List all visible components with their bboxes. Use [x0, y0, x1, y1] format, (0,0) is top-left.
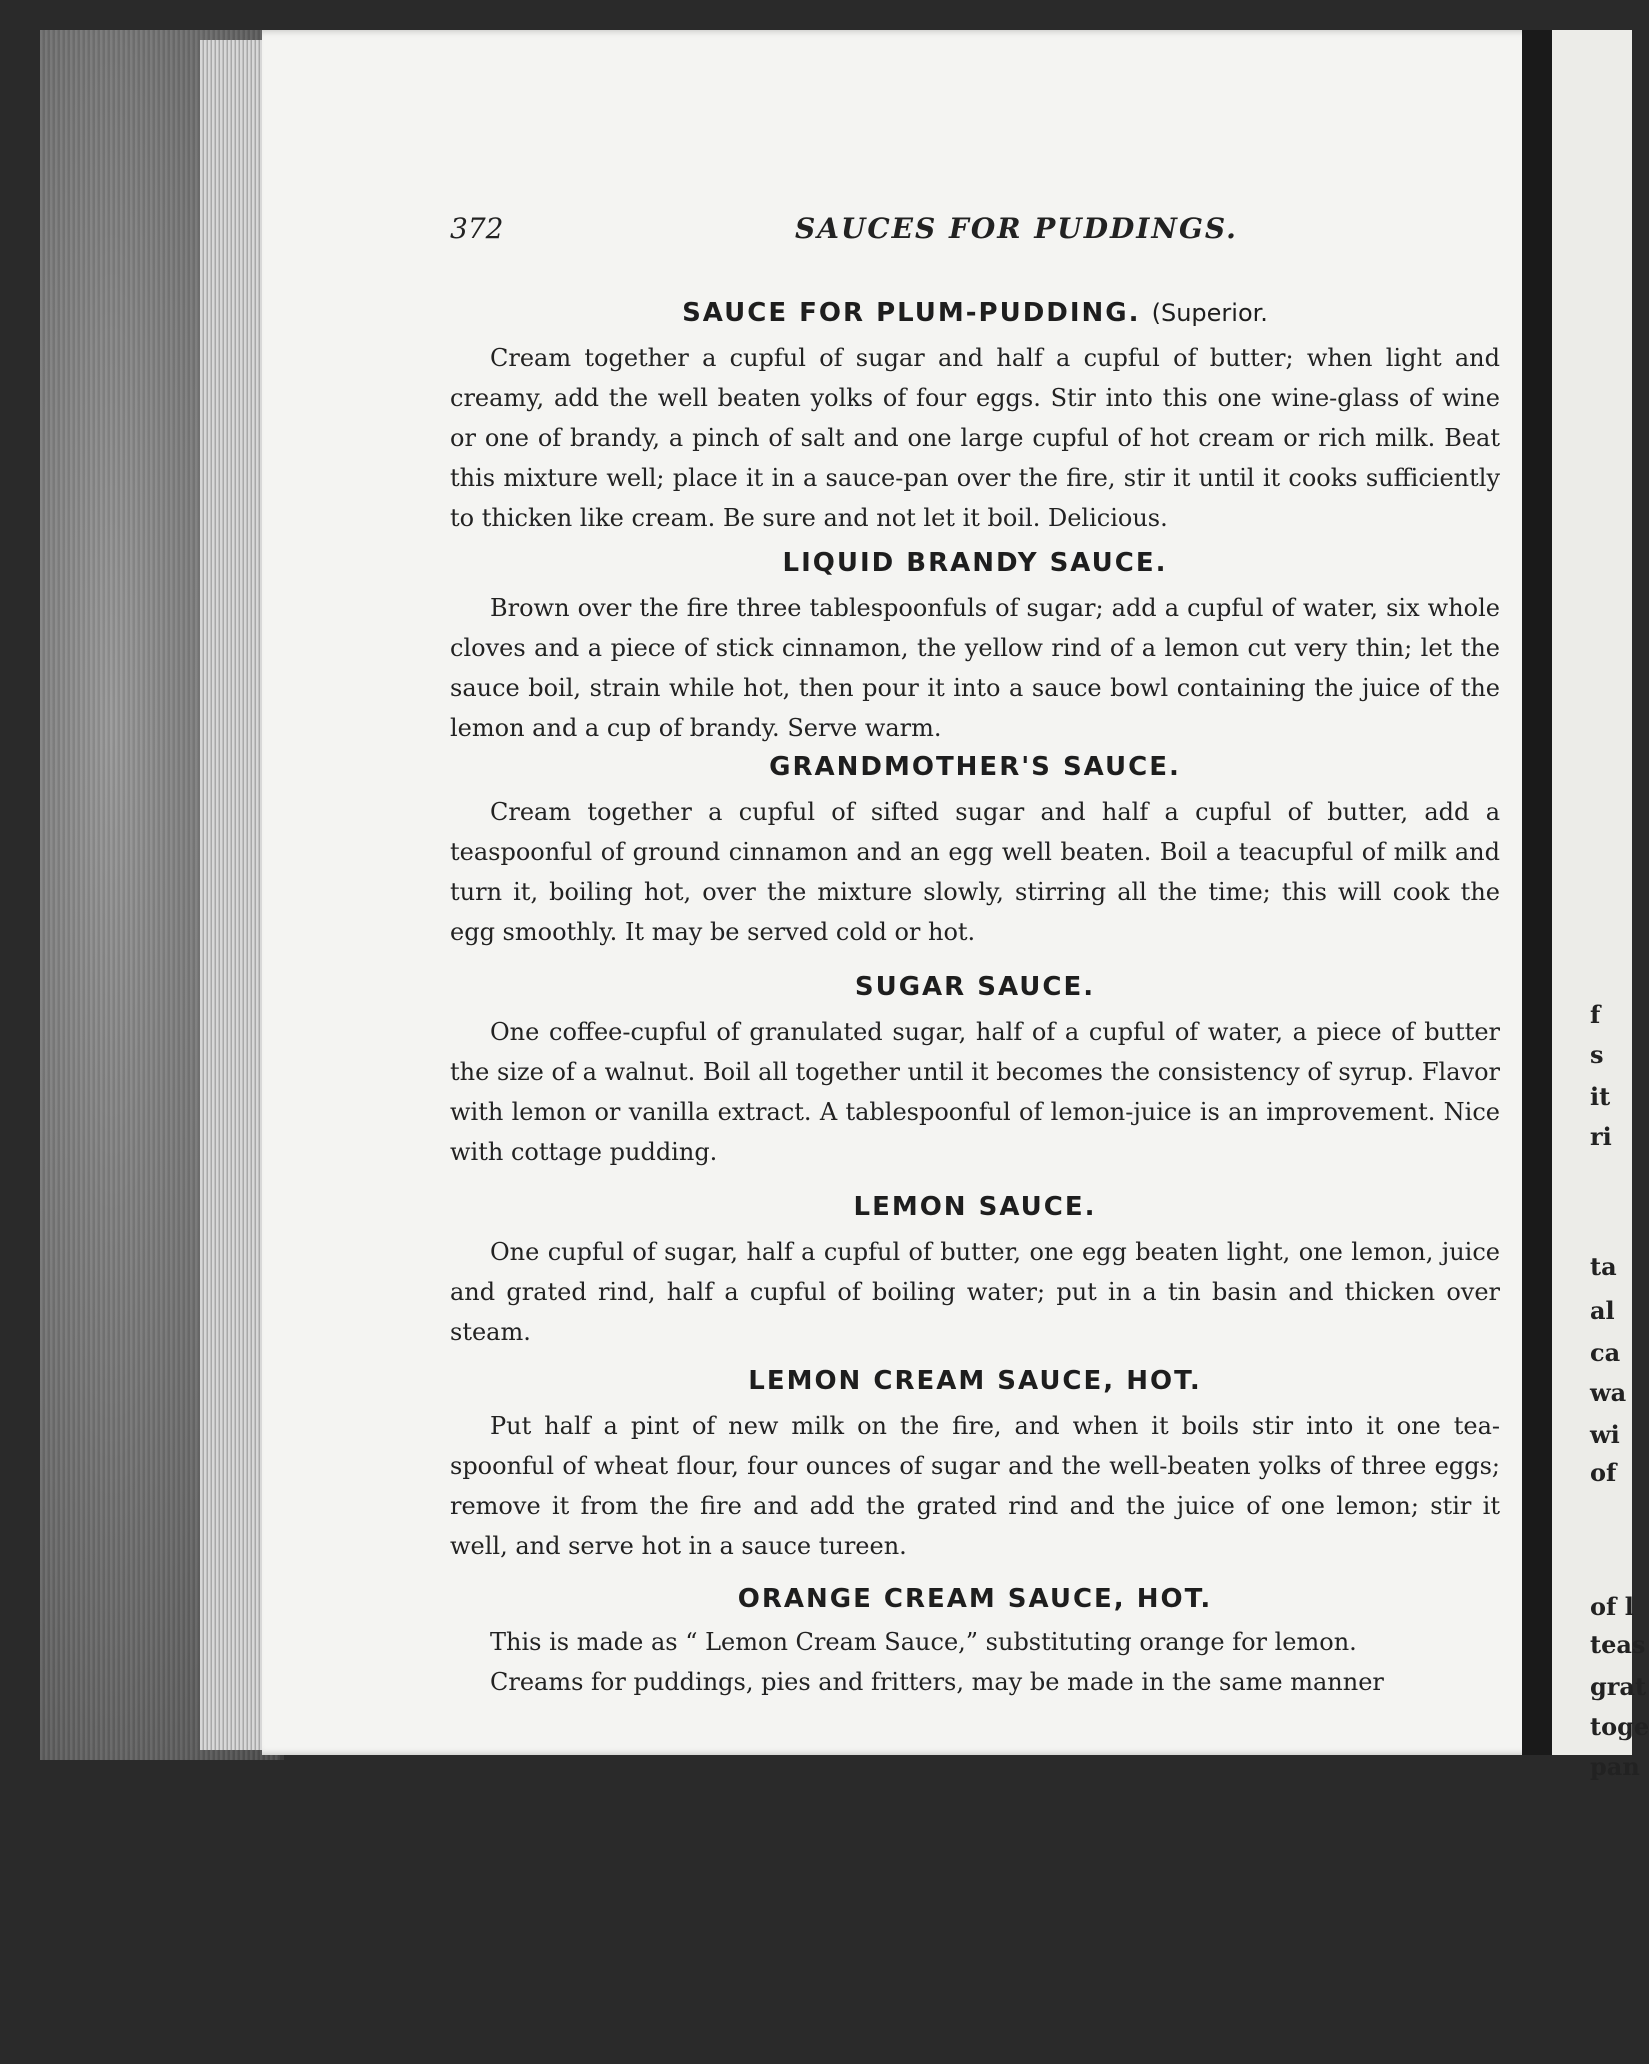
facing-page-fragment: wi — [1590, 1420, 1620, 1449]
running-title: SAUCES FOR PUDDINGS. — [795, 212, 1238, 245]
page-gutter — [1522, 30, 1552, 1755]
facing-page-fragment: it — [1590, 1082, 1611, 1111]
recipe-title: ORANGE CREAM SAUCE, HOT. — [737, 1584, 1213, 1614]
recipe-title: LEMON SAUCE. — [853, 1192, 1097, 1222]
recipe-body: Put half a pint of new milk on the fire, and when it boils stir into it one tea-spoonful of wheat flour, four ounces of sugar and the well-beaten yolks of three eggs; remove it from the fire and add the grated rind and the juice of one lemon; stir it well, and serve hot in a sauce tureen. — [450, 1412, 1500, 1560]
facing-page-fragment: of l — [1590, 1592, 1634, 1621]
facing-page-fragment: al — [1590, 1296, 1615, 1325]
facing-page-fragment: f — [1590, 1000, 1601, 1029]
recipe-qualifier: (Superior. — [1151, 299, 1268, 327]
facing-page-fragment: toge — [1590, 1712, 1649, 1741]
facing-page-fragment: ri — [1590, 1122, 1612, 1151]
recipe-title-text: SAUCE FOR PLUM-PUDDING. — [682, 298, 1141, 328]
facing-page-fragment: grat — [1590, 1672, 1647, 1701]
recipe-title: LEMON CREAM SAUCE, HOT. — [748, 1366, 1202, 1396]
recipe-title — [450, 296, 1500, 330]
recipe-lemon-sauce — [450, 1190, 1500, 1352]
recipe-body: One cupful of sugar, half a cupful of butter, one egg beaten light, one lemon, juice and grated rind, half a cupful of boiling water; put in a tin basin and thicken over steam. — [450, 1238, 1500, 1346]
recipe-grandmothers-sauce — [450, 750, 1500, 952]
facing-page-fragment: ta — [1590, 1252, 1617, 1281]
recipe-orange-cream-sauce-hot — [450, 1582, 1500, 1702]
facing-page-fragment: of — [1590, 1458, 1617, 1487]
facing-page-fragment: teas — [1590, 1630, 1646, 1659]
page-header — [450, 212, 1500, 252]
page-stack-edges — [200, 40, 270, 1750]
recipe-continuation: Creams for puddings, pies and fritters, may be made in the same manner — [490, 1668, 1384, 1696]
recipe-body: This is made as “ Lemon Cream Sauce,” substituting orange for lemon. — [490, 1628, 1357, 1656]
facing-page-fragment: ca — [1590, 1338, 1621, 1367]
facing-page — [1552, 30, 1632, 1755]
recipe-liquid-brandy-sauce — [450, 546, 1500, 748]
page-number: 372 — [450, 212, 504, 245]
recipe-body: Cream together a cupful of sifted sugar and half a cupful of butter, add a teaspoonful of ground cinnamon and an egg well beaten. Boil a teacupful of milk and turn it, boiling hot, over the mixture slowly, stirring all the time; this will cook the egg smoothly. It may be served cold or hot. — [450, 798, 1500, 946]
recipe-title: SUGAR SAUCE. — [854, 972, 1096, 1002]
facing-page-fragment: wa — [1590, 1378, 1627, 1407]
page-content — [450, 296, 1500, 1702]
facing-page-fragment: pan — [1590, 1752, 1640, 1781]
recipe-body: One coffee-cupful of granulated sugar, half of a cupful of water, a piece of butter the size of a walnut. Boil all together until it becomes the consistency of syrup. Flavor with lemon or vanilla extract. A tablespoonful of lemon-juice is an improvement. Nice with cottage pudding. — [450, 1018, 1500, 1166]
recipe-title: GRANDMOTHER'S SAUCE. — [769, 752, 1181, 782]
recipe-sauce-for-plum-pudding — [450, 296, 1500, 538]
recipe-body: Brown over the fire three tablespoonfuls of sugar; add a cupful of water, six whole cloves and a piece of stick cinnamon, the yellow rind of a lemon cut very thin; let the sauce boil, strain while hot, then pour it into a sauce bowl containing the juice of the lemon and a cup of brandy. Serve warm. — [450, 594, 1500, 742]
recipe-sugar-sauce — [450, 970, 1500, 1172]
recipe-body: Cream together a cupful of sugar and half a cupful of butter; when light and creamy, add the well beaten yolks of four eggs. Stir into this one wine-glass of wine or one of brandy, a pinch of salt and one large cupful of hot cream or rich milk. Beat this mixture well; place it in a sauce-pan over the fire, stir it until it cooks sufficiently to thicken like cream. Be sure and not let it boil. Delicious. — [450, 344, 1500, 532]
facing-page-fragment: s — [1590, 1040, 1604, 1069]
recipe-lemon-cream-sauce-hot — [450, 1364, 1500, 1566]
recipe-title: LIQUID BRANDY SAUCE. — [782, 548, 1168, 578]
